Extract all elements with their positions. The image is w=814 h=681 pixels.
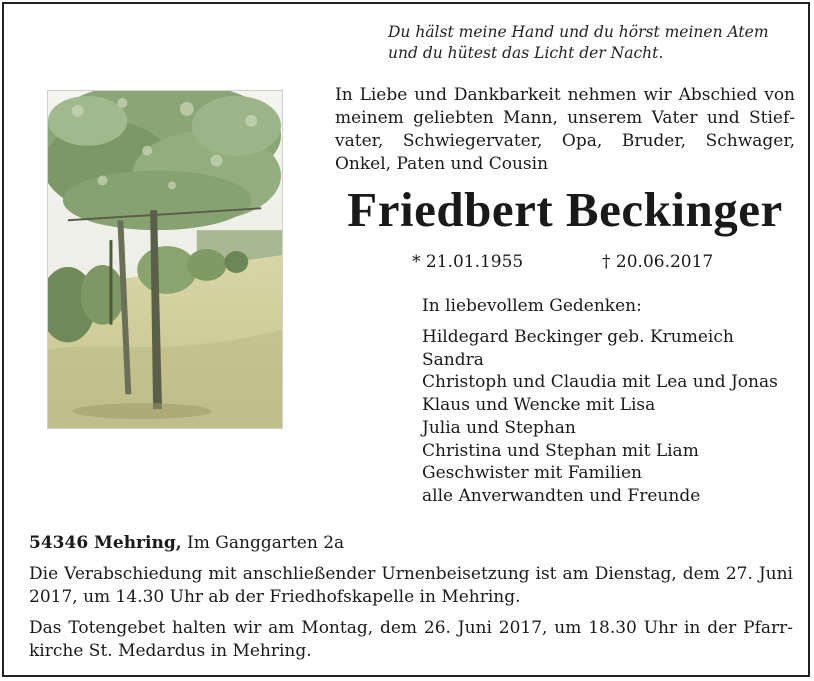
mourner-line: Geschwister mit Familien xyxy=(422,463,642,484)
mourner-line: Christoph und Claudia mit Lea und Jonas xyxy=(422,372,778,393)
intro-text: In Liebe und Dankbarkeit nehmen wir Abschied von meinem geliebten Mann, unserem Vater und Stiefvater, Schwiegervater, Opa, Bruder, Schwager, Onkel, Paten und Cousin xyxy=(335,85,795,174)
tree-photo-image xyxy=(48,91,282,428)
mourner-line: Christina und Stephan mit Liam xyxy=(422,440,699,461)
motto-verse xyxy=(388,22,798,64)
mourner-line: Hildegard Beckinger geb. Krumeich xyxy=(422,327,734,347)
family-address xyxy=(29,532,344,555)
birth-date: * 21.01.1955 xyxy=(412,252,524,272)
deceased-name: Friedbert Beckinger xyxy=(347,182,783,237)
prayer-notice: Das Totengebet halten wir am Montag, dem 26. Juni 2017, um 18.30 Uhr in der Pfarrkirche St. Medardus in Mehring. xyxy=(29,618,793,661)
motto-line-2: und du hütest das Licht der Nacht. xyxy=(388,44,664,62)
farewell-notice: Die Verabschiedung mit anschließender Urnenbeisetzung ist am Dienstag, dem 27. Juni 2017, um 14.30 Uhr ab der Friedhofskapelle in Mehring. xyxy=(29,564,793,607)
mourners-list xyxy=(422,326,778,508)
obituary-frame xyxy=(2,2,810,677)
address-city: 54346 Mehring, xyxy=(29,533,182,553)
motto-line-1: Du hälst meine Hand und du hörst meinen Atem xyxy=(388,23,769,41)
tree-photo xyxy=(47,90,283,429)
memory-heading: In liebevollem Gedenken: xyxy=(422,296,642,316)
death-date: † 20.06.2017 xyxy=(602,252,714,272)
mourner-line: alle Anverwandten und Freunde xyxy=(422,485,701,506)
mourner-line: Julia und Stephan xyxy=(422,417,576,438)
address-street: Im Ganggarten 2a xyxy=(181,533,345,553)
mourner-line: Sandra xyxy=(422,349,484,370)
mourner-line: Klaus und Wencke mit Lisa xyxy=(422,395,656,416)
